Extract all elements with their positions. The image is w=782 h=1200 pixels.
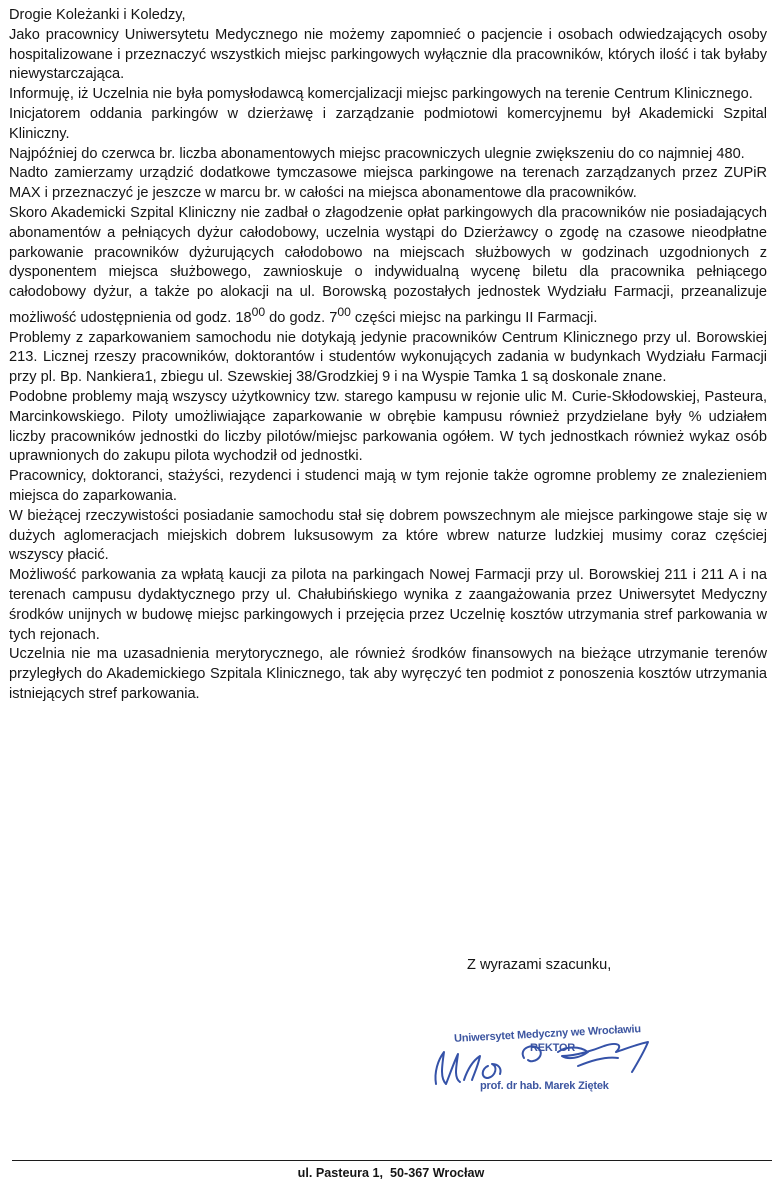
footer-divider <box>12 1160 772 1161</box>
paragraph: Informuję, iż Uczelnia nie była pomysłodawcą komercjalizacji miejsc parkingowych na terenie Centrum Klinicznego. <box>9 86 753 103</box>
paragraph: Jako pracownicy Uniwersytetu Medycznego nie możemy zapomnieć o pacjencie i osobach odwiedzających osoby hospitalizowane i przeznaczyć wszystkich miejsc parkingowych wyłącznie dla pracowników, których ilość i tak byłaby niewystarczająca. <box>9 26 767 83</box>
stamp-role: REKTOR <box>530 1042 576 1054</box>
footer-address: ul. Pasteura 1, 50-367 Wrocław <box>297 1166 485 1180</box>
minutes-to: 00 <box>337 304 351 319</box>
paragraph: Nadto zamierzamy urządzić dodatkowe tymczasowe miejsca parkingowe na terenach zarządzanych przez ZUPiR MAX i przeznaczyć je jeszcze w marcu br. w całości na miejsca abonamentowe dla pracowników. <box>9 165 767 202</box>
handwritten-signature <box>428 1022 678 1112</box>
hour-to: 7 <box>329 309 338 326</box>
paragraph-text: Skoro Akademicki Szpital Kliniczny nie zadbał o złagodzenie opłat parkingowych dla pracowników nie posiadających abonamentów a pełniących dyżur całodobowy, uczelnia wystąpi do Dzierżawcy o zgodę na czasowe nieodpłatne parkowanie pracowników dyżurujących całodobowo na miejscach służbowych w godzinach uzgodnionych z dysponentem miejsca służbowego, zawnioskuje o indywidualną wycenę biletu dla pracownika pełniącego całodobowy dyżur, a także po alokacji na ul. Borowską pozostałych jednostek Wydziału Farmacji, przeanalizuje możliwość udostępnienia od godz. <box>9 204 767 326</box>
paragraph-night-duty <box>9 204 767 329</box>
paragraph: Uczelnia nie ma uzasadnienia merytorycznego, ale również środków finansowych na bieżące utrzymanie terenów przyległych do Akademickiego Szpitala Klinicznego, tak aby wyręczyć ten podmiot z ponoszenia kosztów utrzymania istniejących stref parkowania. <box>9 646 767 702</box>
minutes-from: 00 <box>251 304 266 319</box>
closing-salutation: Z wyrazami szacunku, <box>467 957 612 973</box>
paragraph-text: do godz. <box>265 309 330 326</box>
letter-body <box>9 6 767 705</box>
paragraph: Problemy z zaparkowaniem samochodu nie dotykają jedynie pracowników Centrum Klinicznego przy ul. Borowskiej 213. Licznej rzeszy pracowników, doktorantów i studentów wykonujących zadania w budynkach Wydziału Farmacji przy pl. Bp. Nankiera1, zbiegu ul. Szewskiej 38/Grodzkiej 9 i na Wyspie Tamka 1 są doskonale znane. <box>9 329 767 386</box>
paragraph: Możliwość parkowania za wpłatą kaucji za pilota na parkingach Nowej Farmacji przy ul. Borowskiej 211 i 211 A i na terenach campusu dydaktycznego przy ul. Chałubińskiego wynika z zaangażowania przez Uniwersytet Medyczny środków unijnych w budowę miejsc parkingowych i przejęcia przez Uczelnię kosztów utrzymania stref parkowania w tych rejonach. <box>9 567 767 643</box>
paragraph: Inicjatorem oddania parkingów w dzierżawę i zarządzanie podmiotowi komercyjnemu był Akademicki Szpital Kliniczny. <box>9 105 767 142</box>
stamp-university: Uniwersytet Medyczny we Wrocławiu <box>453 1023 642 1045</box>
paragraph-text: części miejsc na parkingu II Farmacji. <box>350 309 598 326</box>
paragraph: Najpóźniej do czerwca br. liczba abonamentowych miejsc pracowniczych ulegnie zwiększeniu do co najmniej 480. <box>9 145 745 162</box>
paragraph: Pracownicy, doktoranci, stażyści, rezydenci i studenci mają w tym rejonie także ogromne problemy ze znalezieniem miejsca do zaparkowania. <box>9 468 767 504</box>
paragraph: Podobne problemy mają wszyscy użytkownicy tzw. starego kampusu w rejonie ulic M. Curie-Skłodowskiej, Pasteura, Marcinkowskiego. Piloty umożliwiające zaparkowanie w obrębie kampusu również przydzielane były % udziałem liczby pracowników jednostki do liczby pilotów/miejsc parkowania ogółem. W tych jednostkach również wykaz osób uprawnionych do zakupu pilota wychodził od jednostki. <box>9 389 767 465</box>
paragraph: W bieżącej rzeczywistości posiadanie samochodu stał się dobrem powszechnym ale miejsce parkingowe staje się w dużych aglomeracjach miejskich dobrem luksusowym za które wbrew naturze ludzkiej musimy coraz częściej wszyscy płacić. <box>9 507 767 564</box>
greeting: Drogie Koleżanki i Koledzy, <box>9 7 186 23</box>
hour-from: 18 <box>235 309 252 326</box>
rector-stamp-signature <box>428 1022 678 1112</box>
stamp-name: prof. dr hab. Marek Ziętek <box>480 1080 609 1092</box>
